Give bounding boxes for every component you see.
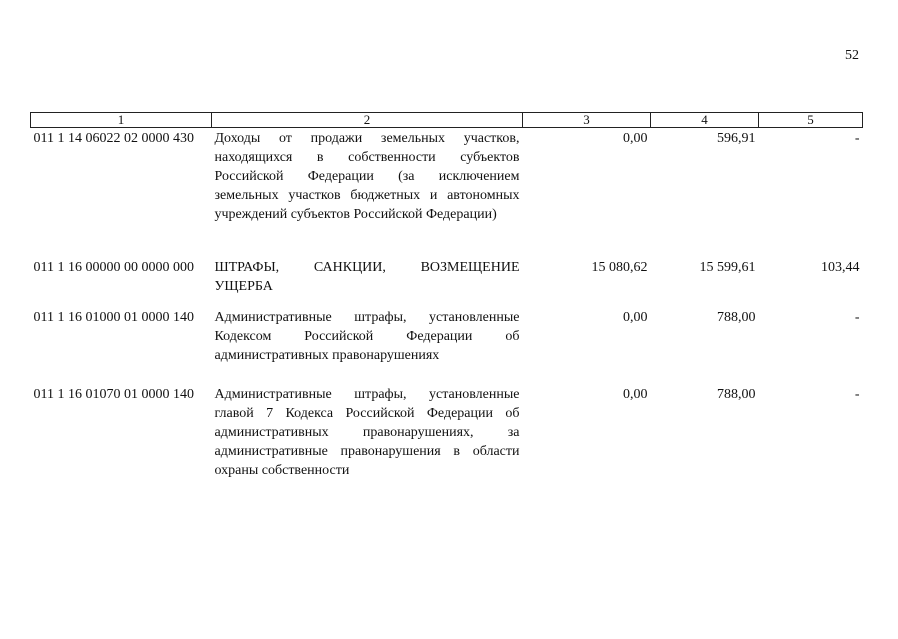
description-line: Кодексом Российской Федерации об	[214, 329, 520, 344]
column-header-1: 1	[31, 113, 212, 128]
description-line: административных правонарушениях, за	[214, 425, 520, 440]
description-line: Административные штрафы, установленные	[214, 310, 520, 325]
column-header-3: 3	[523, 113, 651, 128]
description-line: учреждений субъектов Российской Федерации)	[214, 207, 497, 222]
table-row	[31, 254, 863, 306]
income-description	[212, 254, 523, 306]
income-description	[212, 306, 523, 383]
column-header-5: 5	[759, 113, 863, 128]
description-line: Российской Федерации (за исключением	[214, 169, 520, 184]
income-description	[212, 383, 523, 480]
description-line: Доходы от продажи земельных участков,	[214, 131, 520, 146]
column-header-4: 4	[651, 113, 759, 128]
column-4-value: 788,00	[717, 310, 756, 325]
column-4-value: 788,00	[717, 387, 756, 402]
column-3-value: 0,00	[623, 131, 648, 146]
table-row	[31, 383, 863, 480]
page-number: 52	[845, 48, 859, 63]
description-line: земельных участков бюджетных и автономных	[214, 188, 520, 203]
description-line: охраны собственности	[214, 463, 350, 478]
column-number-header-row	[31, 113, 863, 128]
budget-code: 011 1 16 01070 01 0000 140	[33, 387, 194, 402]
column-4-value: 596,91	[717, 131, 756, 146]
budget-code: 011 1 16 01000 01 0000 140	[33, 310, 194, 325]
income-description	[212, 128, 523, 255]
budget-code: 011 1 16 00000 00 0000 000	[33, 260, 194, 275]
budget-code: 011 1 14 06022 02 0000 430	[33, 131, 194, 146]
column-5-value: -	[854, 310, 860, 325]
description-line: УЩЕРБА	[214, 279, 273, 294]
column-5-value: -	[854, 131, 860, 146]
column-3-value: 15 080,62	[591, 260, 648, 275]
description-line: ШТРАФЫ, САНКЦИИ, ВОЗМЕЩЕНИЕ	[214, 260, 520, 275]
revenue-table	[30, 112, 863, 480]
column-3-value: 0,00	[623, 310, 648, 325]
table-row	[31, 128, 863, 255]
table-row	[31, 306, 863, 383]
column-4-value: 15 599,61	[699, 260, 756, 275]
column-3-value: 0,00	[623, 387, 648, 402]
column-5-value: 103,44	[821, 260, 860, 275]
column-5-value: -	[854, 387, 860, 402]
description-line: административных правонарушениях	[214, 348, 440, 363]
column-header-2: 2	[212, 113, 523, 128]
description-line: находящихся в собственности субъектов	[214, 150, 520, 165]
description-line: главой 7 Кодекса Российской Федерации об	[214, 406, 520, 421]
description-line: Административные штрафы, установленные	[214, 387, 520, 402]
description-line: административные правонарушения в области	[214, 444, 520, 459]
